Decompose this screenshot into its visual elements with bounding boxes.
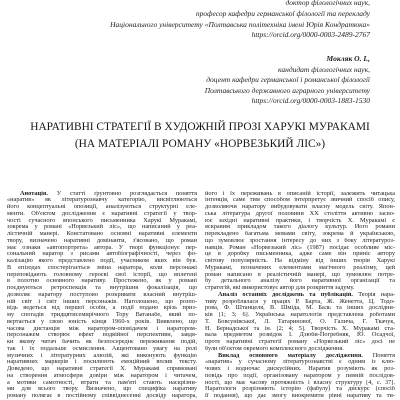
text-line	[7, 218, 197, 225]
line-text: ки якому читач бачить як безпосереднє переживання подій,	[7, 339, 197, 345]
text-line	[7, 353, 197, 360]
line-text: дозволяє наратору поступово розкривати власний внутріш-	[7, 291, 197, 298]
text-line	[7, 299, 197, 306]
text-line	[205, 312, 395, 319]
line-text: ності, що має часову протяжність і власну структуру [4, с. 37].	[205, 379, 395, 386]
line-text: рова, Ф. Штанцеля, В. Шміда, М. Баль та інших дослідни-	[205, 305, 395, 312]
text-line	[7, 366, 197, 373]
text-line	[7, 197, 197, 204]
text-line	[7, 319, 197, 326]
line-text: У статті ґрунтовно розглядається поняття	[56, 190, 197, 197]
text-line	[205, 292, 395, 299]
text-line	[7, 292, 197, 299]
line-text: його концептуальні опозиції, аналізуються структурні еле-	[7, 204, 197, 210]
text-line	[7, 285, 197, 292]
author-orcid: https://orcid.org/0000-0003-2489-2767	[251, 30, 370, 40]
line-text: Теорія нара-	[358, 291, 395, 298]
line-text: проте наративні стратегії роману «Норвезький ліс» досі не	[205, 339, 395, 345]
line-text: поєднуються ретроспекція та внутрішня фокалізація, що	[7, 285, 197, 291]
line-text: що зумовлює зростання інтересу до них з боку літературоз-	[205, 237, 395, 244]
text-line	[7, 224, 197, 231]
section-heading: Аналіз останніх досліджень та публікацій.	[218, 291, 353, 298]
line-text: а мотиви самотності, втрати та пам'яті стають наскрізни-	[7, 379, 197, 386]
line-text: твору, визначено наративні домінанти, з'ясовано, що роман	[7, 237, 197, 244]
text-line	[7, 211, 197, 218]
text-line	[7, 251, 197, 258]
text-line	[205, 346, 395, 353]
text-column-left	[7, 191, 197, 400]
text-line	[205, 366, 395, 373]
text-line	[205, 332, 395, 339]
line-text: зокрема у романі «Норвезький ліс», що написаний у реа-	[7, 224, 197, 231]
author-degree: доктор філологічних наук,	[285, 0, 370, 7]
line-text: ній світ і світ інших персонажів. Наголошено, що розпо-	[7, 298, 197, 305]
line-text: її подання), що дає змогу виокремити рівні наративу та ти-	[205, 393, 395, 399]
line-text: чості сучасного японського письменника Харукі Муракамі,	[7, 217, 197, 224]
article-title	[0, 119, 400, 153]
line-text: стратегій, які використовує автор для розкриття задуму.	[205, 285, 355, 291]
text-line	[7, 204, 197, 211]
text-line	[205, 305, 395, 312]
line-text: вертається у свою юність кінця 1960-х років. Виявлено, що	[7, 318, 197, 325]
line-text: інтенція, саме тим способом інтерпретує звичний спосіб опису,	[205, 197, 395, 204]
text-column-right	[205, 191, 395, 400]
text-line	[7, 380, 197, 387]
line-text: на створення атмосфери довіри між наратором і читачем,	[7, 372, 197, 379]
text-line	[7, 339, 197, 346]
line-text: «наратив» як літературознавчу категорію, висвітлюються	[7, 197, 197, 204]
text-line	[7, 231, 197, 238]
line-text: часова дистанція між наратором-оповідачем і наратором-	[7, 325, 197, 332]
text-line	[205, 265, 395, 272]
author-position: професор кафедри германської філології та перекладу	[195, 8, 370, 18]
author-affiliation-first	[110, 0, 370, 41]
line-text: світову популярність. На відміну від інших творів Харукі	[205, 258, 395, 264]
text-line	[7, 373, 197, 380]
text-line	[7, 359, 197, 366]
text-line	[205, 224, 395, 231]
text-line	[205, 393, 395, 400]
author-name: Мокляк О. І.,	[326, 54, 370, 63]
line-text: Муракамі, позначених елементами магічного реалізму, цей	[205, 264, 395, 271]
author-orcid: https://orcid.org/0000-0003-1883-1530	[251, 96, 370, 105]
line-text: дозволяючи наратору вибудовувати власну модель світу. Япон-	[205, 204, 395, 210]
text-line	[205, 211, 395, 218]
line-text: вала предметом розвідок І. Дзюби-Погребняк, Ю. Осадчої,	[205, 332, 395, 339]
section-paragraph	[7, 191, 197, 400]
text-line	[7, 278, 197, 285]
text-line	[205, 373, 395, 380]
line-text: сональний наратор з рисами автобіографічності, через фо-	[7, 251, 197, 258]
text-line	[205, 238, 395, 245]
text-line	[205, 245, 395, 252]
line-text: наративних маркерів і посилюють емоційний вплив тексту.	[7, 359, 197, 366]
line-text: бу детального аналізу його наративної організації та	[205, 278, 395, 285]
line-text: ська література другої половини ХХ століття активно засво-	[205, 210, 395, 217]
body-paragraph	[205, 191, 395, 292]
author-affiliation-second	[205, 54, 370, 107]
section-heading: Анотація.	[20, 190, 48, 197]
text-line	[205, 359, 395, 366]
text-line	[205, 326, 395, 333]
text-line	[7, 305, 197, 312]
text-line	[205, 299, 395, 306]
line-text: ків [1; 3; 6]. Українська наратологія представлена роботами	[205, 312, 395, 318]
line-text: «наратив» у сучасному літературознавстві є одним із клю-	[205, 359, 395, 366]
text-line	[205, 353, 395, 360]
text-line	[205, 197, 395, 204]
text-line	[7, 265, 197, 272]
author-institution: Полтавського державного аграрного університету	[204, 85, 370, 95]
line-text: Поняття	[372, 352, 395, 359]
article-title-main: НАРАТИВНІ СТРАТЕГІЇ В ХУДОЖНІЙ ПРОЗІ ХАРУКІ МУРАКАМІ	[30, 121, 370, 133]
text-line	[7, 326, 197, 333]
article-title-subtitle: (НА МАТЕРІАЛІ РОМАНУ «НОРВЕЗЬКИЙ ЛІС»)	[74, 138, 326, 150]
author-institution: Національного університету «Полтавська політехніка імені Юрія Кондратюка»	[110, 19, 370, 29]
line-text: Доведено, що наративні стратегії Х. Муракамі спрямовані	[7, 366, 197, 372]
line-text: перекладено багатьма мовами світу, зокрема й українською,	[205, 231, 395, 237]
line-text: переповідають головному героєві свої історії, що вплетені	[7, 271, 197, 278]
line-text: роман написано в реалістичній манері, що зумовлює потре-	[205, 271, 395, 278]
line-text: лістичній манері. Констатовано основні наративні елементи	[7, 231, 197, 237]
text-line	[7, 332, 197, 339]
text-line	[205, 191, 395, 198]
text-line	[205, 251, 395, 258]
line-text: роману полягає в постійному співвіднесенні досвіду наратора,	[7, 393, 197, 399]
line-text: так і їх подальше осмислення. Акцентовано увагу на ролі	[7, 345, 197, 352]
line-text: тиву розроблялася у працях Р. Барта, Ж. Женетта, Ц. Тодо-	[205, 298, 395, 305]
text-line	[7, 393, 197, 400]
text-line	[205, 258, 395, 265]
line-text: відь ведеться від першої особи, а події подано крізь приз-	[7, 305, 197, 312]
line-text: ює західні наративні практики, і творчість Х. Муракамі є	[205, 217, 395, 224]
text-line	[205, 231, 395, 238]
line-text: в полотно основного наративу. Простежено, як у романі	[7, 278, 197, 285]
text-line	[7, 346, 197, 353]
line-text: менти. Об'єктом дослідження є наративні стратегії у твор-	[7, 210, 197, 217]
line-text: В епізодах спостерігається зміна наратора, коли персонажі	[7, 264, 197, 271]
text-line	[205, 386, 395, 393]
section-paragraph	[205, 353, 395, 400]
line-text: Н. Бернадської та ін. [2; 4; 5]. Творчість Х. Муракамі ста-	[205, 325, 395, 332]
line-text: калізацію якого представлено події, учасником яких він був.	[7, 258, 197, 264]
text-line	[7, 245, 197, 252]
text-line	[205, 319, 395, 326]
text-line	[7, 272, 197, 279]
author-position: доцент кафедри германської і романської філології	[206, 75, 370, 84]
text-line	[7, 191, 197, 198]
text-line	[205, 204, 395, 211]
text-line	[7, 238, 197, 245]
text-line	[7, 386, 197, 393]
line-text: яскравим прикладом такого діалогу культур. Його романи	[205, 224, 395, 231]
text-line	[205, 272, 395, 279]
text-line	[7, 258, 197, 265]
line-text: були об'єктом окремого комплексного дослідження.	[205, 345, 344, 352]
line-text: Т. Бовсунівської, Л. Татаринової, О. Галича, Г. Ткачук,	[205, 318, 395, 325]
section-heading: Виклад основного матеріалу дослідження.	[218, 352, 363, 359]
line-text: му спогадів тридцятисемирічного Тору Ватанабе, який по-	[7, 312, 197, 318]
line-text: його і їх переживань в описаній історії, залежить читацька	[205, 190, 395, 197]
line-text: має ознаки «автопортрета» автора. У творі функціонує пер-	[7, 244, 197, 251]
text-line	[205, 339, 395, 346]
text-line	[7, 312, 197, 319]
section-paragraph	[205, 292, 395, 353]
line-text: це в доробку письменника, адже саме він приніс автору	[205, 251, 395, 258]
line-text: навців. Роман «Норвезький ліс» (1987) посідає особливе міс-	[205, 244, 395, 251]
line-text: Наратологи розрізняють історію (фабулу) та дискурс (спосіб	[205, 386, 395, 393]
author-degree: кандидат філологічних наук,	[278, 64, 370, 74]
line-text: повідь про події, організовану наратором у певній послідов-	[205, 372, 395, 379]
text-line	[205, 278, 395, 285]
text-line	[205, 380, 395, 387]
text-line	[205, 285, 395, 292]
line-text: ми для всього твору. Визначено, що специфіка наративу	[7, 386, 197, 393]
line-text: музичних і літературних алюзій, які виконують функцію	[7, 352, 197, 359]
line-text: чових і водночас дискусійних. Наратив розуміють як роз-	[205, 366, 395, 372]
line-text: персонажем створює ефект подвійної перспективи, завдя-	[7, 332, 197, 339]
text-line	[205, 218, 395, 225]
